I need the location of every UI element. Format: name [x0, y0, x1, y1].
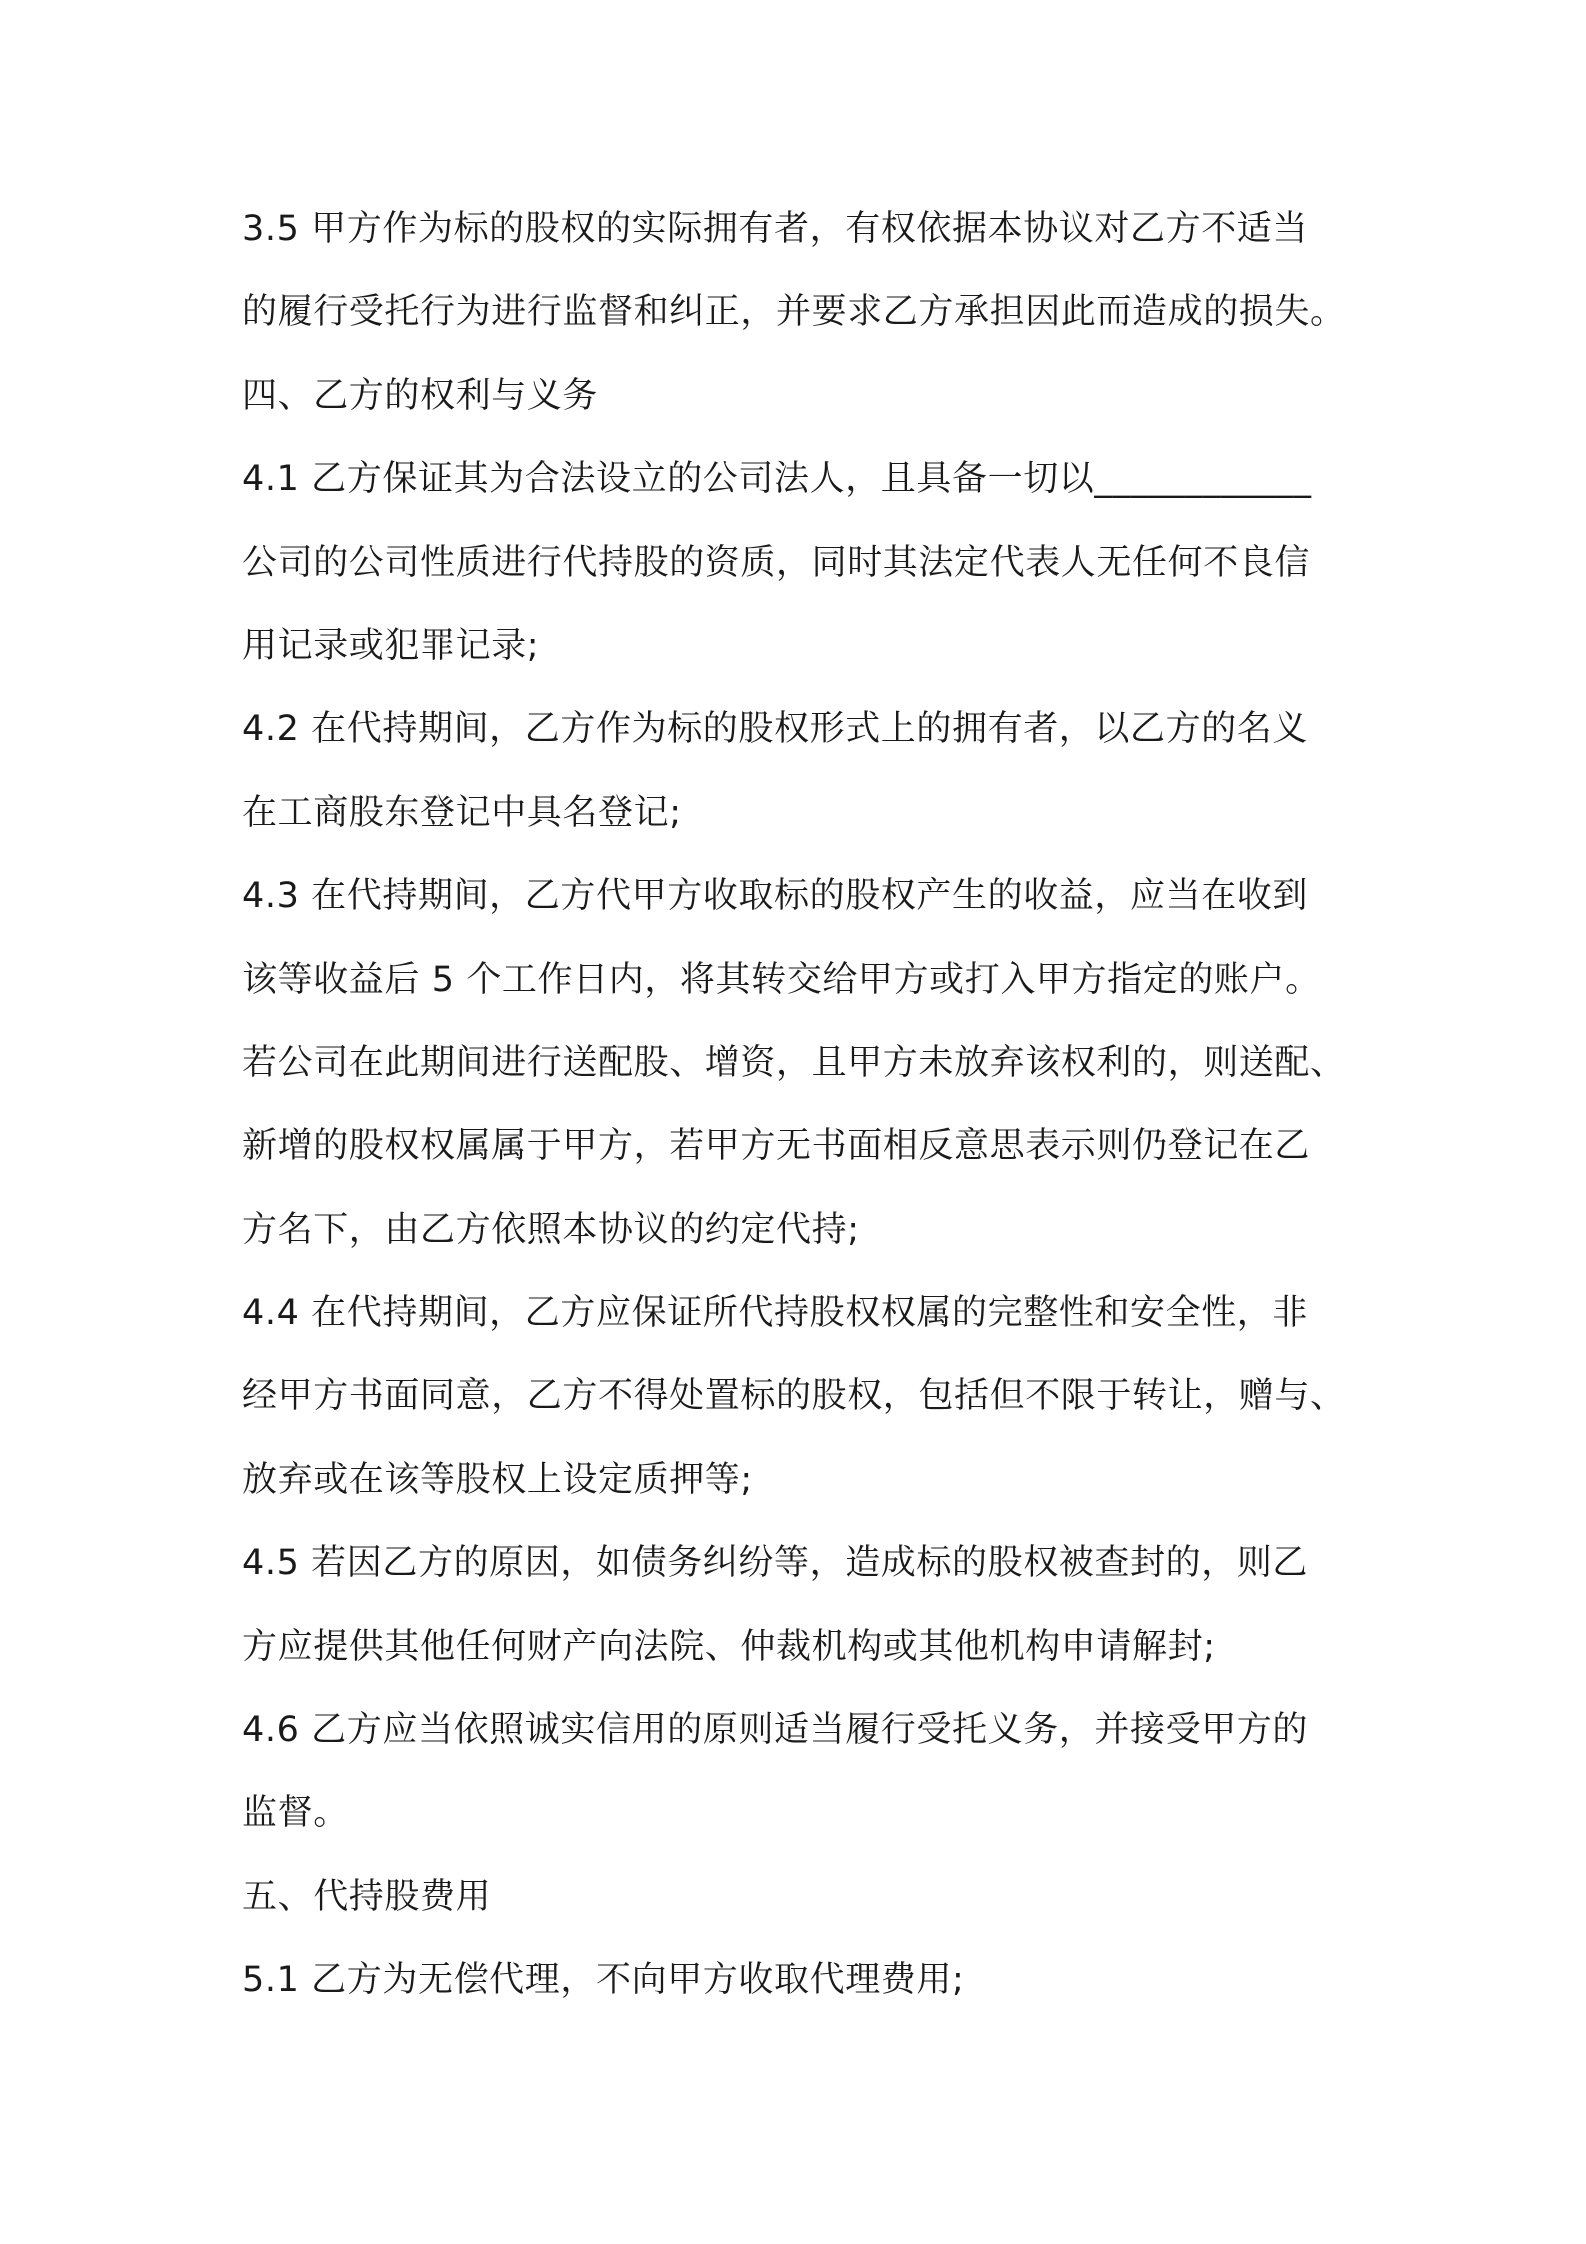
clause-4-5-line-1: 4.5 若因乙方的原因，如债务纠纷等，造成标的股权被查封的，则乙	[242, 1543, 1308, 1584]
clause-4-2-line-2: 在工商股东登记中具名登记;	[242, 792, 682, 833]
section-4-heading: 四、乙方的权利与义务	[242, 375, 599, 416]
clause-4-3-line-3: 若公司在此期间进行送配股、增资，且甲方未放弃该权利的，则送配、	[242, 1042, 1346, 1083]
clause-5-1-line-1: 5.1 乙方为无偿代理，不向甲方收取代理费用;	[242, 1960, 965, 2001]
clause-4-3-line-1: 4.3 在代持期间，乙方代甲方收取标的股权产生的收益，应当在收到	[242, 876, 1308, 917]
clause-4-2-line-1: 4.2 在代持期间，乙方作为标的股权形式上的拥有者，以乙方的名义	[242, 709, 1308, 750]
clause-4-5-line-2: 方应提供其他任何财产向法院、仲裁机构或其他机构申请解封;	[242, 1626, 1216, 1667]
document-body	[242, 188, 1362, 2023]
clause-4-1-line-1: 4.1 乙方保证其为合法设立的公司法人，且具备一切以____________	[242, 459, 1312, 500]
clause-4-4-line-3: 放弃或在该等股权上设定质押等;	[242, 1459, 753, 1500]
clause-4-3-line-2: 该等收益后 5 个工作日内，将其转交给甲方或打入甲方指定的账户。	[242, 959, 1321, 1000]
clause-4-3-line-4: 新增的股权权属属于甲方，若甲方无书面相反意思表示则仍登记在乙	[242, 1126, 1311, 1167]
clause-4-3-line-5: 方名下，由乙方依照本协议的约定代持;	[242, 1209, 860, 1250]
clause-4-6-line-2: 监督。	[242, 1793, 349, 1834]
clause-4-4-line-2: 经甲方书面同意，乙方不得处置标的股权，包括但不限于转让，赠与、	[242, 1376, 1346, 1417]
clause-4-1-line-3: 用记录或犯罪记录;	[242, 625, 540, 666]
clause-3-5-line-1: 3.5 甲方作为标的股权的实际拥有者，有权依据本协议对乙方不适当	[242, 209, 1308, 249]
clause-4-6-line-1: 4.6 乙方应当依照诚实信用的原则适当履行受托义务，并接受甲方的	[242, 1710, 1308, 1751]
section-5-heading: 五、代持股费用	[242, 1876, 492, 1917]
clause-3-5-line-2: 的履行受托行为进行监督和纠正，并要求乙方承担因此而造成的损失。	[242, 292, 1346, 333]
clause-4-4-line-1: 4.4 在代持期间，乙方应保证所代持股权权属的完整性和安全性，非	[242, 1293, 1308, 1334]
clause-4-1-line-2: 公司的公司性质进行代持股的资质，同时其法定代表人无任何不良信	[242, 542, 1311, 583]
